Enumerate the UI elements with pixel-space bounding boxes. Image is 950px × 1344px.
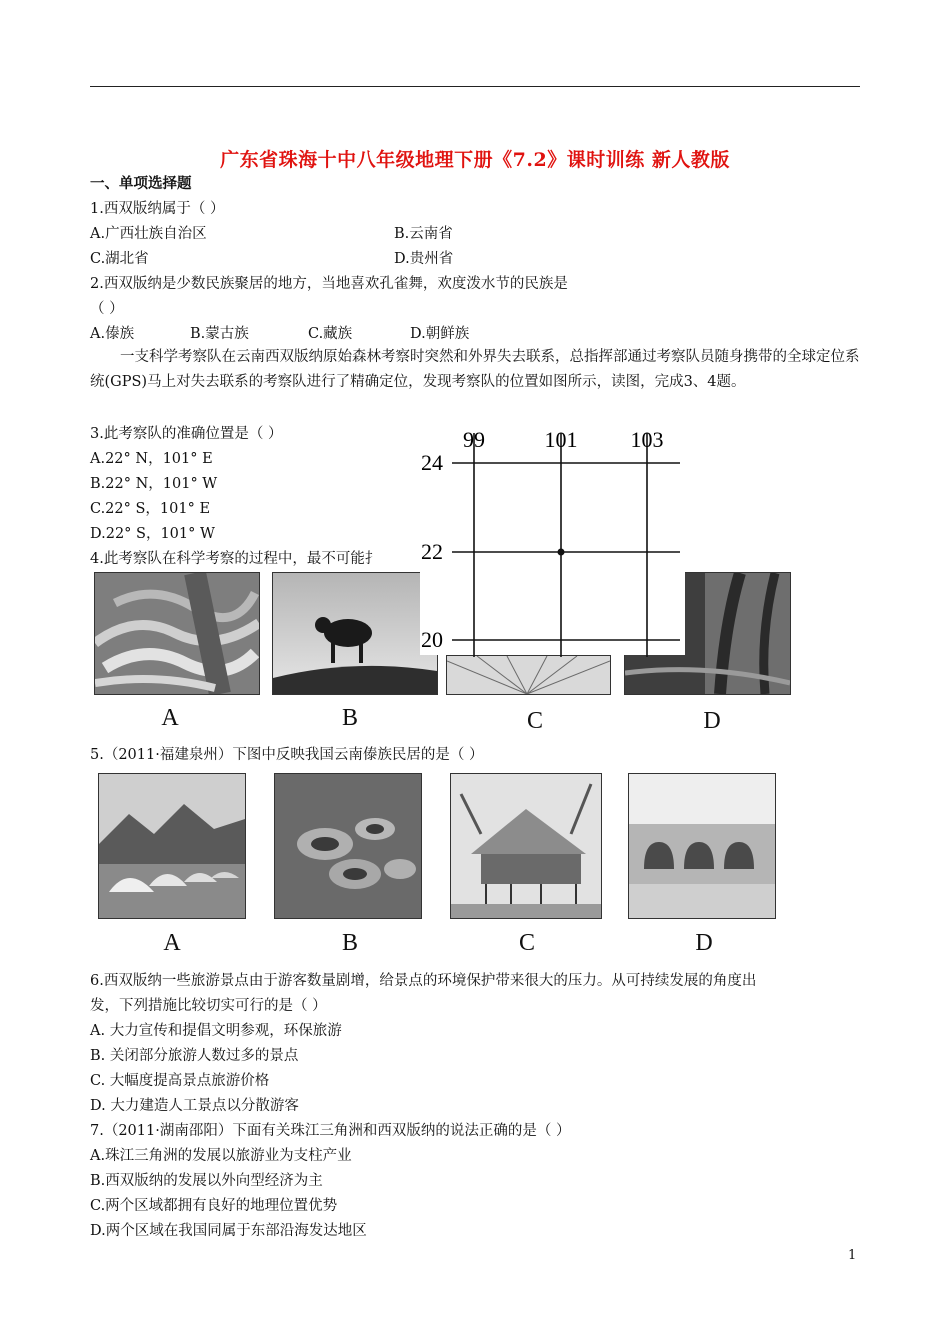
- q2-paren: （ ）: [90, 301, 124, 317]
- q4-stem: 4.此考察队在科学考察的过程中，最不可能扌: [90, 551, 380, 567]
- y-label-24: 24: [421, 450, 443, 475]
- intro-paragraph: 一支科学考察队在云南西双版纳原始森林考察时突然和外界失去联系，总指挥部通过考察队员随身携带的全球定位系统(GPS)马上对失去联系的考察队进行了精确定位，发现考察队的位置如图所示，读图，完成3、4题。: [90, 349, 860, 390]
- q5-photo-b-tulou: [274, 773, 422, 919]
- y-label-20: 20: [421, 627, 443, 652]
- y-label-22: 22: [421, 539, 443, 564]
- q4-letter-c: C: [526, 708, 543, 734]
- q5-letter-a: A: [163, 930, 181, 956]
- q6-option-c: C. 大幅度提高景点旅游价格: [90, 1073, 270, 1089]
- page-title: 广东省珠海十中八年级地理下册《7.2》课时训练 新人教版: [220, 149, 730, 171]
- q2-option-d: D.朝鲜族: [410, 326, 470, 342]
- q6-option-d: D. 大力建造人工景点以分散游客: [90, 1098, 299, 1114]
- q7-stem: 7.（2011·湖南邵阳）下面有关珠江三角洲和西双版纳的说法正确的是（ ）: [90, 1123, 571, 1139]
- header-rule: [90, 86, 860, 87]
- q6-option-b: B. 关闭部分旅游人数过多的景点: [90, 1048, 299, 1064]
- q6-option-a: A. 大力宣传和提倡文明参观，环保旅游: [90, 1023, 342, 1039]
- q4-letter-b: B: [341, 705, 358, 731]
- q1-option-a: A.广西壮族自治区: [90, 226, 207, 242]
- q4-photo-c-peacock: [446, 655, 611, 695]
- q4-letter-d: D: [703, 708, 721, 734]
- q1-stem: 1.西双版纳属于（ ）: [90, 201, 225, 217]
- q7-option-d: D.两个区域在我国同属于东部沿海发达地区: [90, 1223, 367, 1239]
- q7-option-b: B.西双版纳的发展以外向型经济为主: [90, 1173, 323, 1189]
- q1-option-d: D.贵州省: [394, 251, 454, 267]
- q7-option-c: C.两个区域都拥有良好的地理位置优势: [90, 1198, 338, 1214]
- q5-photo-c-dai-stilt-house: [450, 773, 602, 919]
- q5-letter-c: C: [518, 930, 535, 956]
- q1-option-b: B.云南省: [394, 226, 453, 242]
- q2-option-c: C.藏族: [308, 326, 353, 342]
- q6-stem-line2: 发，下列措施比较切实可行的是（ ）: [90, 998, 327, 1014]
- x-label-99: 99: [463, 427, 485, 452]
- q5-photo-d-cave-dwelling: [628, 773, 776, 919]
- q3-option-d: D.22° S，101° W: [90, 526, 215, 542]
- lat-lon-grid: [412, 425, 692, 657]
- q5-letter-d: D: [695, 930, 713, 956]
- q2-stem: 2.西双版纳是少数民族聚居的地方，当地喜欢孔雀舞，欢度泼水节的民族是: [90, 276, 568, 292]
- x-label-101: 101: [544, 427, 578, 452]
- q7-option-a: A.珠江三角洲的发展以旅游业为支柱产业: [90, 1148, 352, 1164]
- section-heading: 一、单项选择题: [90, 175, 192, 192]
- q5-photo-a-yurts: [98, 773, 246, 919]
- q3-option-c: C.22° S，101° E: [90, 501, 211, 517]
- q1-option-c: C.湖北省: [90, 251, 149, 267]
- page-number: 1: [848, 1248, 857, 1263]
- q2-option-b: B.蒙古族: [190, 326, 249, 342]
- q5-stem: 5.（2011·福建泉州）下图中反映我国云南傣族民居的是（ ）: [90, 747, 484, 763]
- q3-stem: 3.此考察队的准确位置是（ ）: [90, 426, 283, 442]
- q4-letter-a: A: [161, 705, 179, 731]
- team-location-point: [558, 549, 565, 556]
- q5-letter-b: B: [341, 930, 358, 956]
- q2-option-a: A.傣族: [90, 326, 135, 342]
- x-label-103: 103: [630, 427, 664, 452]
- q3-option-a: A.22° N，101° E: [90, 451, 213, 467]
- q4-photo-a-tree-roots: [94, 572, 260, 695]
- q6-stem-line1: 6.西双版纳一些旅游景点由于游客数量剧增，给景点的环境保护带来很大的压力。从可持续发展的角度出: [90, 973, 757, 989]
- q3-option-b: B.22° N，101° W: [90, 476, 218, 492]
